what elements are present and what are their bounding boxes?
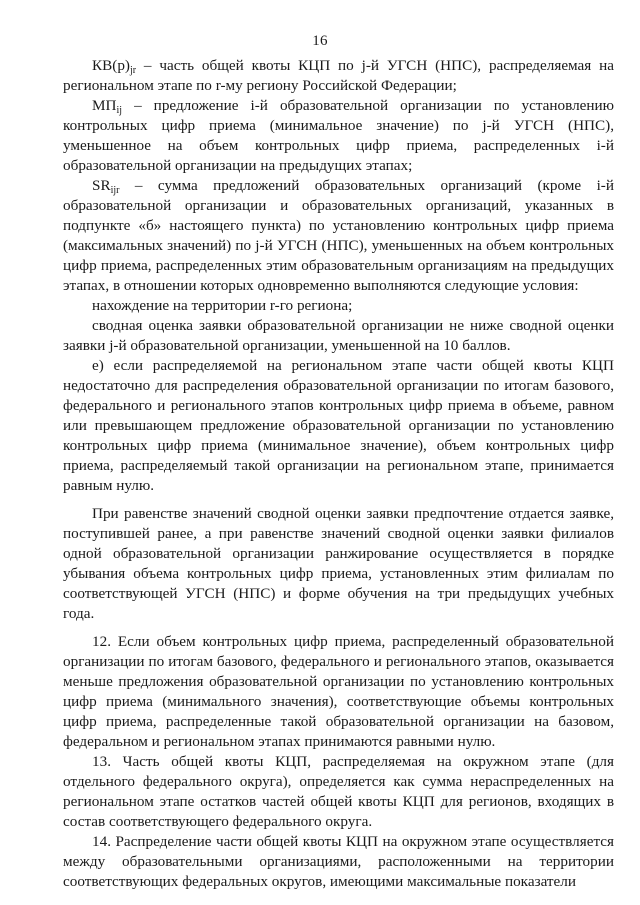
formula-symbol: МП <box>92 97 117 114</box>
paragraph-mp-definition <box>63 96 614 176</box>
paragraph-condition-region: нахождение на территории r-го региона; <box>92 297 353 314</box>
paragraph-item-14: 14. Распределение части общей квоты КЦП на окружном этапе осуществляется между образовательными организациями, расположенными на территории соответствующих федеральных округов, имеющими максимальные показатели <box>63 833 614 890</box>
formula-symbol: КВ(р) <box>92 57 130 74</box>
paragraph-equal-scores: При равенстве значений сводной оценки заявки предпочтение отдается заявке, поступившей ранее, а при равенстве значений сводной оценки заявки филиалов одной образовательной организации ранжирование осуществляется в порядке убывания объема контрольных цифр приема, установленных этим филиалам по соответствующей УГСН (НПС) и форме обучения на три предыдущих учебных года. <box>63 505 614 622</box>
paragraph-item-12: 12. Если объем контрольных цифр приема, распределенный образовательной организации по итогам базового, федерального и регионального этапов, оказывается меньше предложения образовательной организации по установлению контрольных цифр приема (минимального значения), соответствующие объемы контрольных цифр приема, распределенные такой образовательной организации на базовом, федеральном и региональном этапах принимаются равными нулю. <box>63 633 614 750</box>
paragraph-text: – часть общей квоты КЦП по j-й УГСН (НПС), распределяемая на региональном этапе по r-му региону Российской Федерации; <box>63 57 614 94</box>
paragraph-text: – сумма предложений образовательных организаций (кроме i-й образовательной организации и образовательных организаций, указанных в подпункте «б» настоящего пункта) по установлению контрольных цифр приема (максимальных значений) по j-й УГСН (НПС), уменьшенных на объем контрольных цифр приема, распределенных этим образовательным организациям на предыдущих этапах, в отношении которых одновременно выполняются следующие условия: <box>63 177 614 294</box>
paragraph-subpoint-e: е) если распределяемой на региональном этапе части общей квоты КЦП недостаточно для распределения образовательной организации по итогам базового, федерального и регионального этапов контрольных цифр приема в объеме, равном или превышающем предложение образовательной организации по установлению контрольных цифр приема (минимальное значение), объем контрольных цифр приема, распределяемый такой организации на региональном этапе, принимается равным нулю. <box>63 357 614 494</box>
paragraph-text: – предложение i-й образовательной организации по установлению контрольных цифр приема (минимальное значение) по j-й УГСН (НПС), уменьшенное на объем контрольных цифр приема, распределенных i-й образовательной организации на предыдущих этапах; <box>63 97 614 174</box>
paragraph-sr-definition <box>63 176 614 296</box>
page-number: 16 <box>312 33 328 49</box>
document-body <box>63 56 614 892</box>
paragraph-kv-definition <box>63 56 614 96</box>
formula-symbol: SR <box>92 177 111 194</box>
formula-subscript: jr <box>129 65 137 76</box>
formula-subscript: ijr <box>110 185 120 196</box>
paragraph-condition-score: сводная оценка заявки образовательной организации не ниже сводной оценки заявки j-й образовательной организации, уменьшенной на 10 баллов. <box>63 317 614 354</box>
formula-subscript: ij <box>116 105 123 116</box>
paragraph-item-13: 13. Часть общей квоты КЦП, распределяемая на окружном этапе (для отдельного федерального округа), определяется как сумма нераспределенных на региональном этапе остатков частей общей квоты КЦП для регионов, входящих в состав соответствующего федерального округа. <box>63 753 614 830</box>
